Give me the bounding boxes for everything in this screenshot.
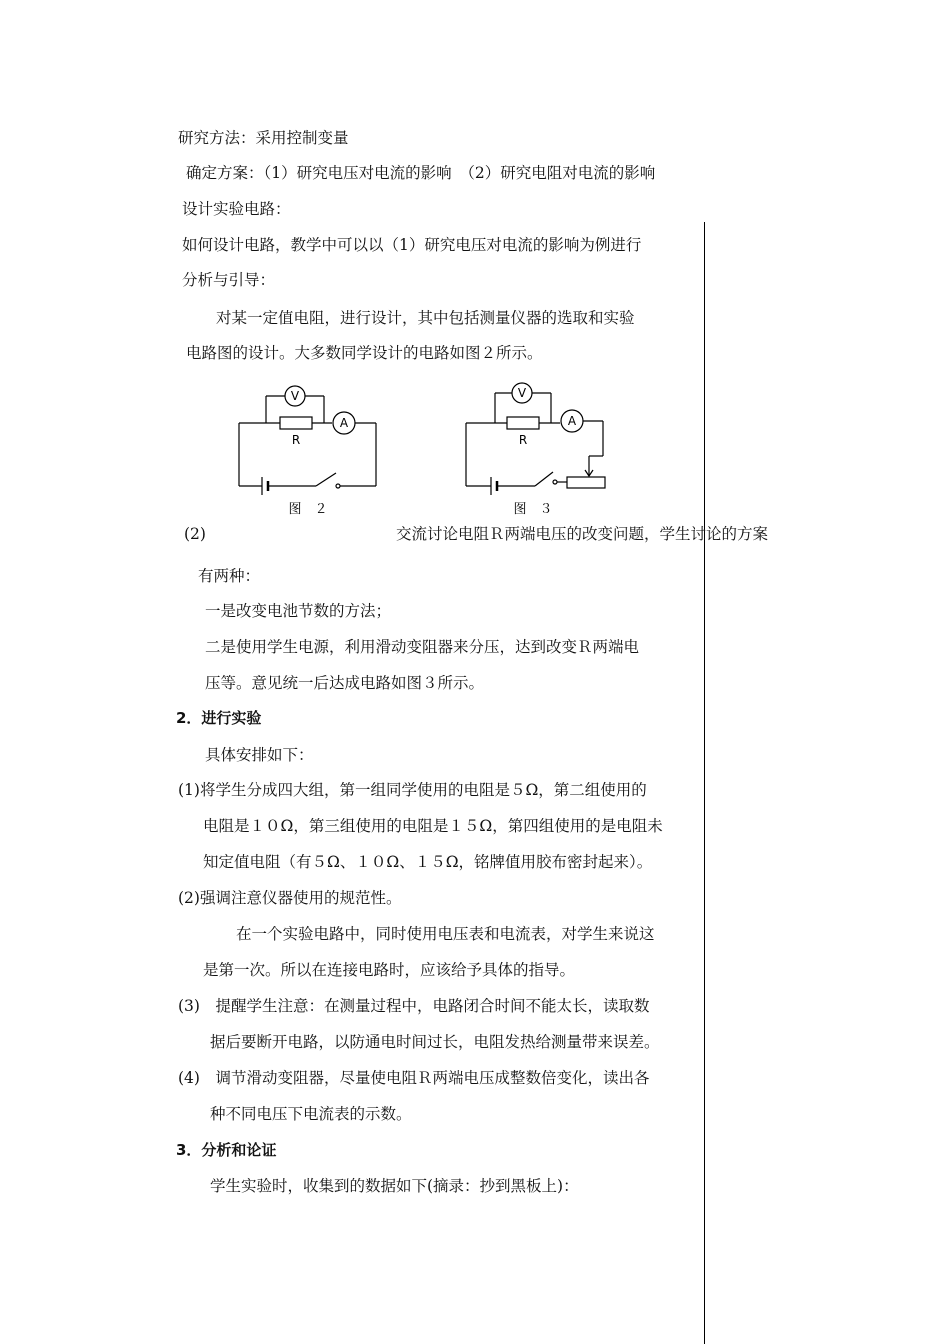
resistor-label: R [291, 433, 301, 447]
point4-line-1: (4) 调节滑动变阻器，尽量使电阻Ｒ两端电压成整数倍变化，读出各 [178, 1069, 650, 1087]
section-3-heading: 3．分析和论证 [176, 1141, 277, 1159]
point2-line-a: 在一个实验电路中，同时使用电压表和电流表，对学生来说这 [236, 925, 655, 943]
collect-line: 学生实验时，收集到的数据如下(摘录：抄到黑板上)： [210, 1177, 579, 1195]
how-line-2: 分析与引导： [182, 271, 276, 289]
way2-line-2: 压等。意见统一后达成电路如图３所示。 [205, 674, 485, 692]
voltmeter-label: V [290, 389, 300, 403]
fixed-line-2: 电路图的设计。大多数同学设计的电路如图２所示。 [186, 344, 543, 362]
point3-line-2: 据后要断开电路，以防通电时间过长，电阻发热给测量带来误差。 [210, 1033, 660, 1051]
way1-line: 一是改变电池节数的方法； [205, 602, 392, 620]
margin-rule [704, 222, 705, 1344]
fig3-caption: 图 ３ [513, 502, 553, 517]
point2-line-b: 是第一次。所以在连接电路时，应该给予具体的指导。 [203, 961, 576, 979]
point4-line-2: 种不同电压下电流表的示数。 [210, 1105, 412, 1123]
how-line-1: 如何设计电路，教学中可以以（1）研究电压对电流的影响为例进行 [182, 236, 642, 254]
circuit-figure-3 [455, 378, 615, 523]
arrange-line: 具体安排如下： [205, 746, 314, 764]
fig2-caption: 图 ２ [288, 502, 328, 517]
point2-line: (2)强调注意仪器使用的规范性。 [178, 889, 402, 907]
point3-line-1: (3) 提醒学生注意：在测量过程中，电路闭合时间不能太长，读取数 [178, 997, 650, 1015]
point1-line-1: (1)将学生分成四大组，第一组同学使用的电阻是５Ω，第二组使用的 [178, 781, 647, 799]
way2-line-1: 二是使用学生电源，利用滑动变阻器来分压，达到改变Ｒ两端电 [205, 638, 640, 656]
item2-text: 交流讨论电阻Ｒ两端电压的改变问题，学生讨论的方案 [396, 525, 769, 543]
ammeter-label: A [567, 414, 577, 428]
voltmeter-label: V [517, 386, 527, 400]
point1-line-2: 电阻是１０Ω，第三组使用的电阻是１５Ω，第四组使用的是电阻未 [203, 817, 663, 835]
item2-number: (2) [184, 525, 206, 543]
plan-line: 确定方案：（1）研究电压对电流的影响 （2）研究电阻对电流的影响 [186, 164, 656, 182]
fixed-line-1: 对某一定值电阻，进行设计，其中包括测量仪器的选取和实验 [216, 309, 635, 327]
point1-line-3: 知定值电阻（有５Ω、１０Ω、１５Ω，铭牌值用胶布密封起来）。 [203, 853, 653, 871]
section-2-heading: 2．进行实验 [176, 709, 262, 727]
resistor-label: R [518, 433, 528, 447]
two-ways-line: 有两种： [198, 567, 261, 585]
design-line: 设计实验电路： [182, 200, 291, 218]
method-line: 研究方法：采用控制变量 [178, 129, 349, 147]
ammeter-label: A [339, 416, 349, 430]
circuit-figure-2 [230, 378, 390, 523]
